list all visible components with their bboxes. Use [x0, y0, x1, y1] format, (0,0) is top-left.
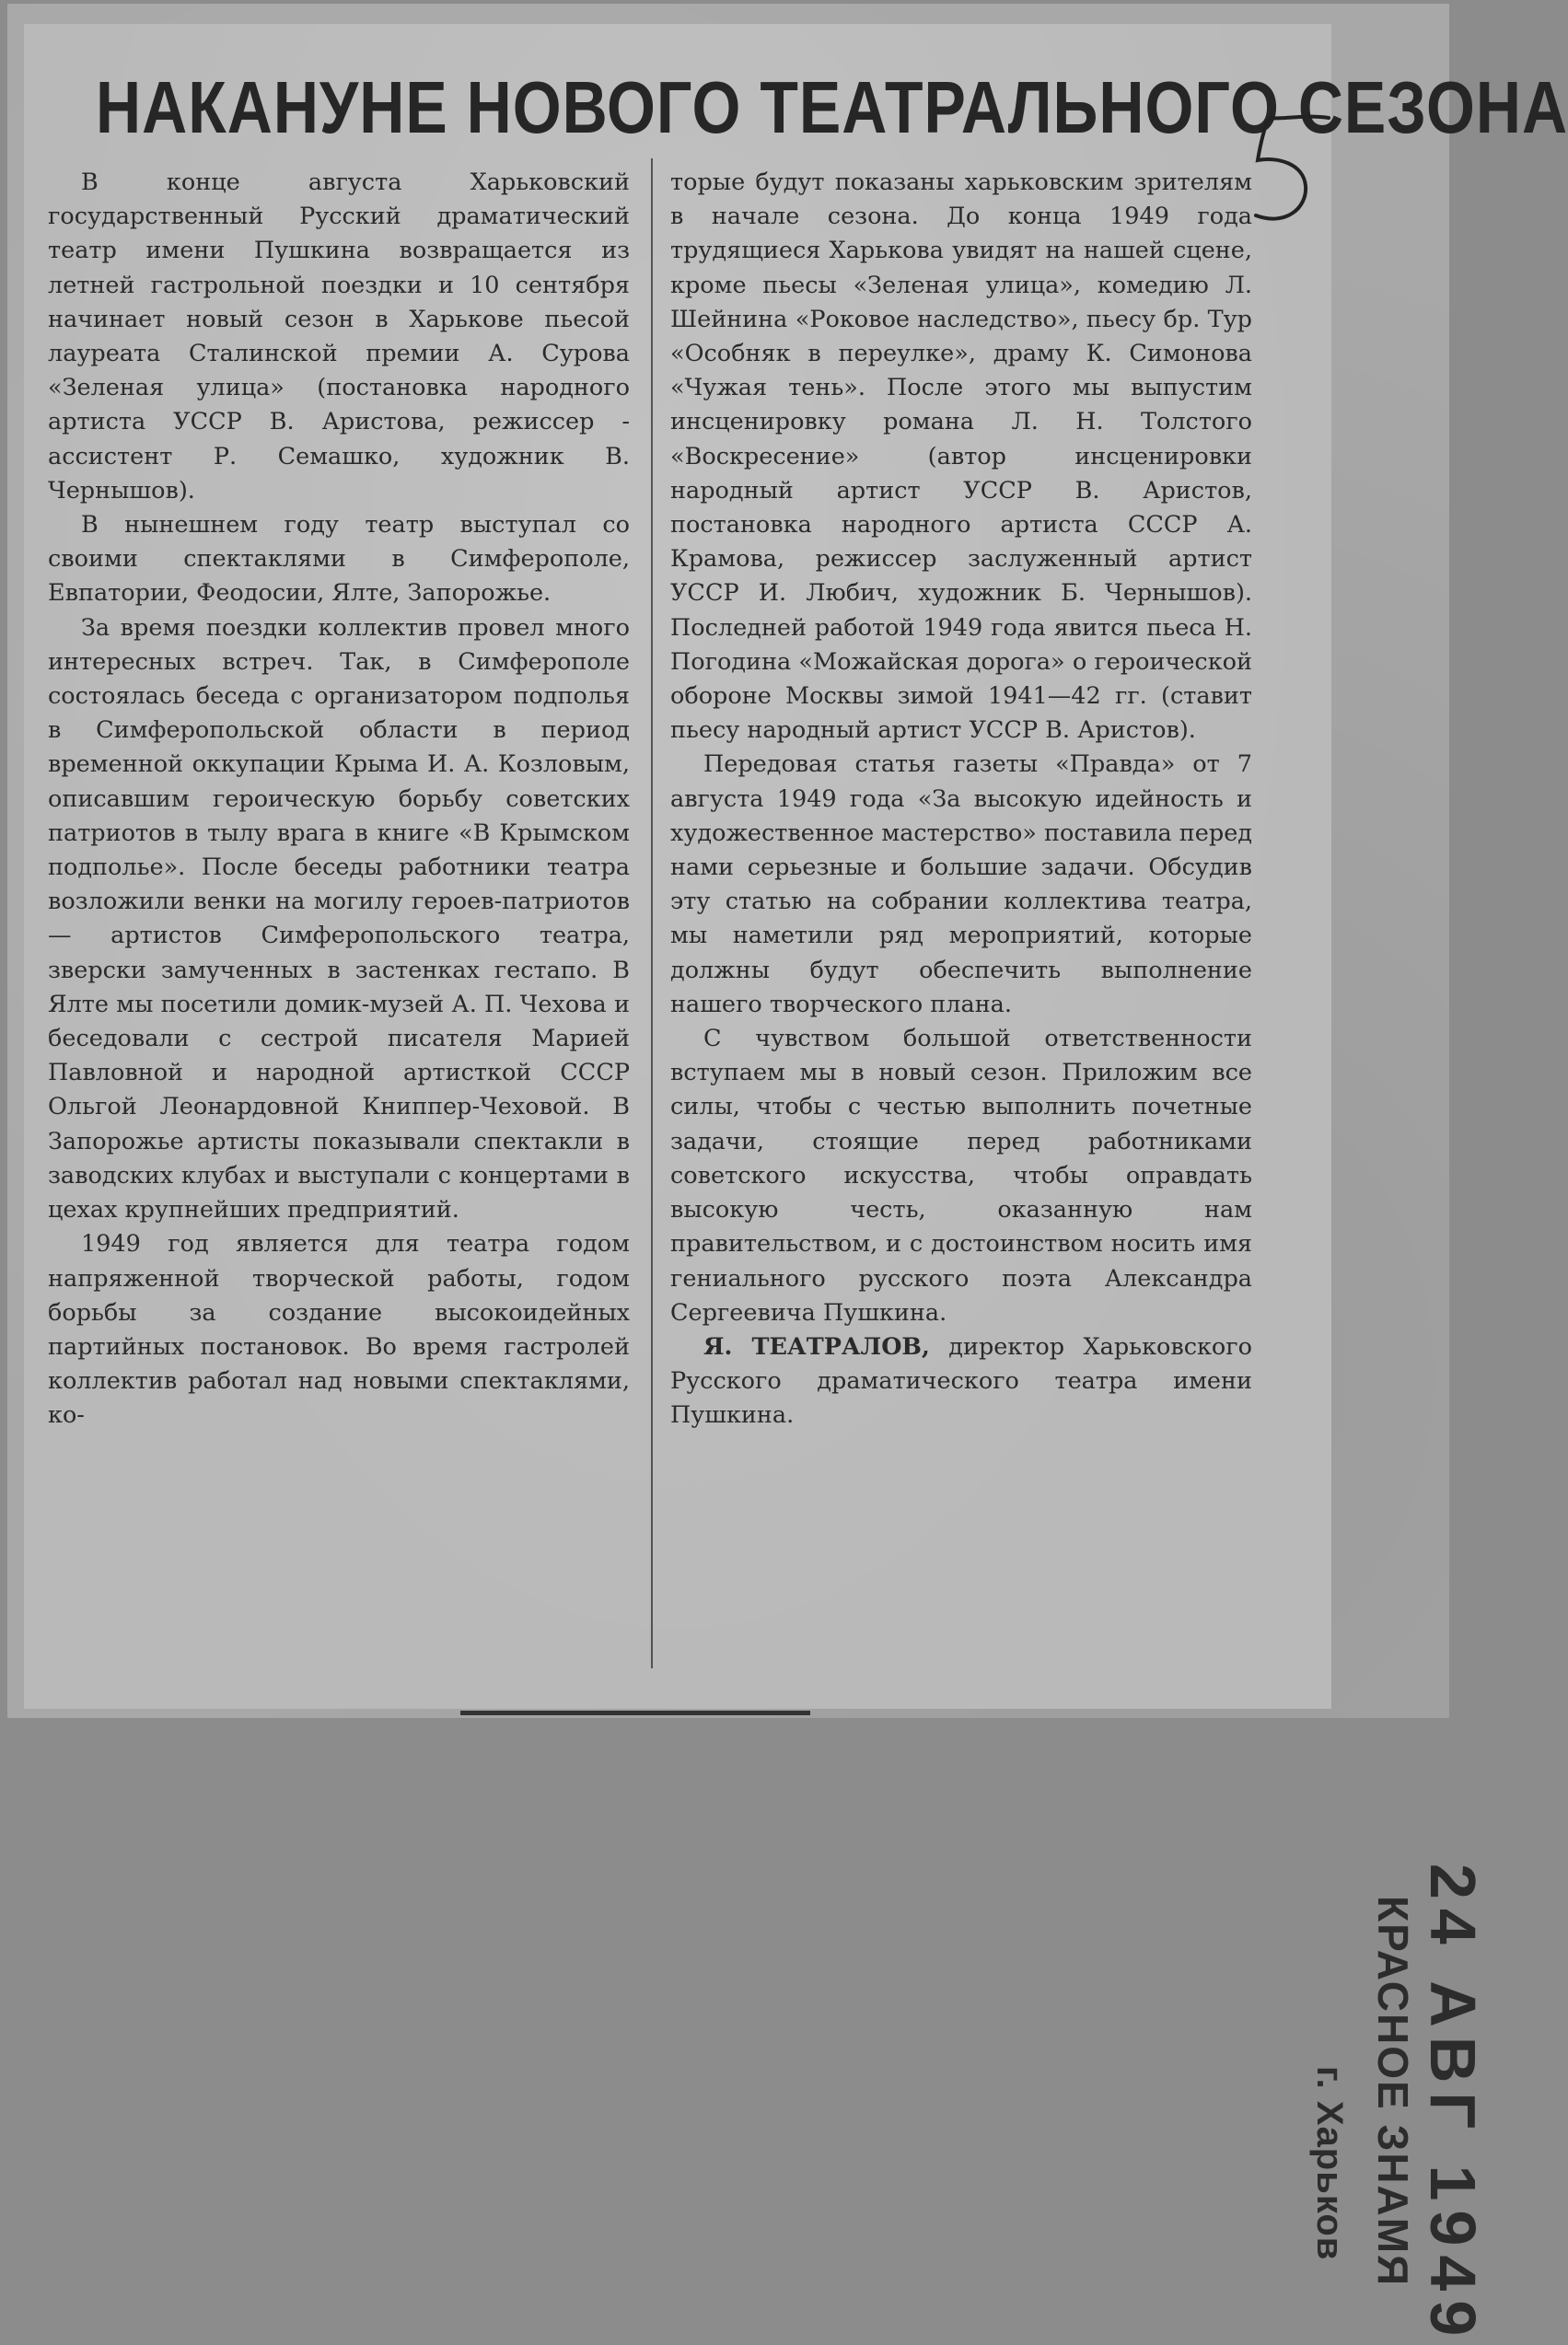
paragraph: С чувством большой ответственности вступаем мы в новый сезон. Приложим все силы, чтобы с честью выполнить почетные задачи, стоящие перед работниками советского искусства, чтобы оправдать высокую честь, оказанную нам правительством, и с достоинством носить имя гениального русского поэта Александра Сергеевича Пушкина.: [670, 1025, 1252, 1327]
article-column-left: [48, 166, 630, 1434]
article-column-right: [670, 166, 1252, 1434]
stamp-city: г. Харьков: [1309, 2066, 1350, 2261]
column-divider: [651, 158, 653, 1668]
paragraph: Передовая статья газеты «Правда» от 7 августа 1949 года «За высокую идейность и художественное мастерство» поставила перед нами серьезные и большие задачи. Обсудив эту статью на собрании коллектива театра, мы наметили ряд мероприятий, которые должны будут обеспечить выполнение нашего творческого плана.: [670, 750, 1253, 1018]
paragraph: торые будут показаны харьковским зрителям в начале сезона. До конца 1949 года трудящиеся Харькова увидят на нашей сцене, кроме пьесы «Зеленая улица», комедию Л. Шейнина «Роковое наследство», пьесу бр. Тур «Особняк в переулке», драму К. Симонова «Чужая тень». После этого мы выпустим инсценировку романа Л. Н. Толстого «Воскресение» (автор инсценировки народный артист УССР В. Аристов, постановка народного артиста СССР А. Крамова, режиссер заслуженный артист УССР И. Любич, художник Б. Чернышов). Последней работой 1949 года явится пьеса Н. Погодина «Можайская дорога» о героической обороне Москвы зимой 1941—42 гг. (ставит пьесу народный артист УССР В. Аристов).: [670, 168, 1252, 745]
paragraph: В конце августа Харьковский государственный Русский драматический театр имени Пушкина возвращается из летней гастрольной поездки и 10 сентября начинает новый сезон в Харькове пьесой лауреата Сталинской премии А. Сурова «Зеленая улица» (постановка народного артиста УССР В. Аристова, режиссер - ассистент Р. Семашко, художник В. Чернышов).: [48, 168, 630, 505]
paragraph: В нынешнем году театр выступал со своими спектаклями в Симферополе, Евпатории, Феодосии, Ялте, Запорожье.: [48, 511, 630, 608]
paragraph: За время поездки коллектив провел много интересных встреч. Так, в Симферополе состоялась беседа с организатором подполья в Симферопольской области в период временной оккупации Крыма И. А. Козловым, описавшим героическую борьбу советских патриотов в тылу врага в книге «В Крымском подполье». После беседы работники театра возложили венки на могилу героев-патриотов — артистов Симферопольского театра, зверски замученных в застенках гестапо. В Ялте мы посетили домик-музей А. П. Чехова и беседовали с сестрой писателя Марией Павловной и народной артисткой СССР Ольгой Леонардовной Книппер-Чеховой. В Запорожье артисты показывали спектакли в заводских клубах и выступали с концертами в цехах крупнейших предприятий.: [48, 613, 630, 1225]
paragraph: 1949 год является для театра годом напряженной творческой работы, годом борьбы за создание высокоидейных партийных постановок. Во время гастролей коллектив работал над новыми спектаклями, ко-: [48, 1230, 630, 1430]
stamp-newspaper: КРАСНОЕ ЗНАМЯ: [1369, 1896, 1417, 2288]
scan-background: [7, 4, 1568, 2345]
author-position: директор Харьковского Русского драматического театра имени Пушкина.: [670, 1332, 1252, 1430]
bottom-rule: [460, 1711, 810, 1715]
stamp-date: 24 АВГ 1949: [1417, 1863, 1489, 2345]
handwritten-number-mark: [1232, 112, 1342, 232]
article-headline: НАКАНУНЕ НОВОГО ТЕАТРАЛЬНОГО СЕЗОНА: [96, 66, 1568, 149]
author-name: Я. ТЕАТРАЛОВ,: [703, 1332, 930, 1361]
signature-block: [670, 1330, 1252, 1434]
archive-stamp: [1309, 1422, 1489, 2345]
